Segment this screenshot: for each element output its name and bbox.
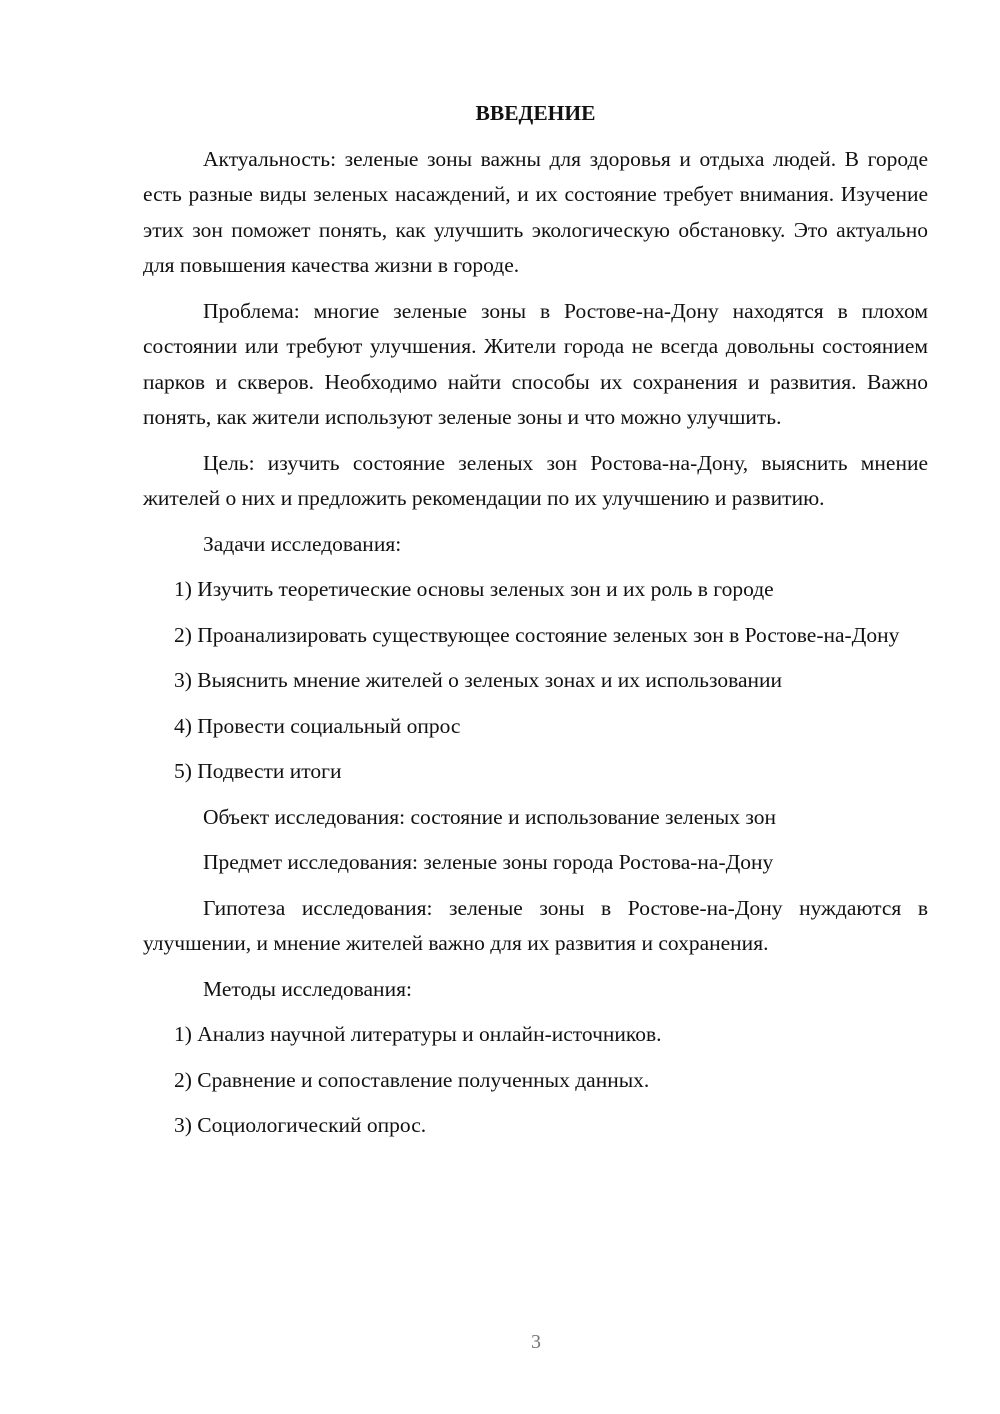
page-title: ВВЕДЕНИЕ	[475, 101, 596, 125]
method-item-2: 2) Сравнение и сопоставление полученных данных.	[174, 1067, 650, 1092]
task-item-3: 3) Выяснить мнение жителей о зеленых зонах и их использовании	[174, 668, 783, 692]
task-item-1: 1) Изучить теоретические основы зеленых зон и их роль в городе	[174, 577, 774, 601]
research-subject: Предмет исследования: зеленые зоны города Ростова-на-Дону	[203, 850, 774, 874]
task-item-2: 2) Проанализировать существующее состояние зеленых зон в Ростове-на-Дону	[174, 622, 900, 647]
research-object: Объект исследования: состояние и использование зеленых зон	[203, 804, 776, 829]
document-page	[143, 96, 928, 1154]
research-hypothesis: Гипотеза исследования: зеленые зоны в Ростове-на-Дону нуждаются в улучшении, и мнение жителей важно для их развития и сохранения.	[143, 895, 928, 955]
methods-heading: Методы исследования:	[203, 976, 412, 1001]
task-item-5: 5) Подвести итоги	[174, 759, 342, 783]
paragraph-problem: Проблема: многие зеленые зоны в Ростове-на-Дону находятся в плохом состоянии или требуют улучшения. Жители города не всегда довольны состоянием парков и скверов. Необходимо найти способы их сохранения и развития. Важно понять, как жители используют зеленые зоны и что можно улучшить.	[143, 298, 928, 429]
paragraph-goal: Цель: изучить состояние зеленых зон Ростова-на-Дону, выяснить мнение жителей о них и предложить рекомендации по их улучшению и развитию.	[143, 450, 928, 510]
paragraph-relevance: Актуальность: зеленые зоны важны для здоровья и отдыха людей. В городе есть разные виды зеленых насаждений, и их состояние требует внимания. Изучение этих зон поможет понять, как улучшить экологическую обстановку. Это актуально для повышения качества жизни в городе.	[143, 146, 928, 277]
tasks-heading: Задачи исследования:	[203, 531, 402, 556]
page-number: 3	[531, 1331, 541, 1353]
method-item-1: 1) Анализ научной литературы и онлайн-источников.	[174, 1022, 662, 1046]
method-item-3: 3) Социологический опрос.	[174, 1113, 427, 1137]
task-item-4: 4) Провести социальный опрос	[174, 713, 461, 738]
